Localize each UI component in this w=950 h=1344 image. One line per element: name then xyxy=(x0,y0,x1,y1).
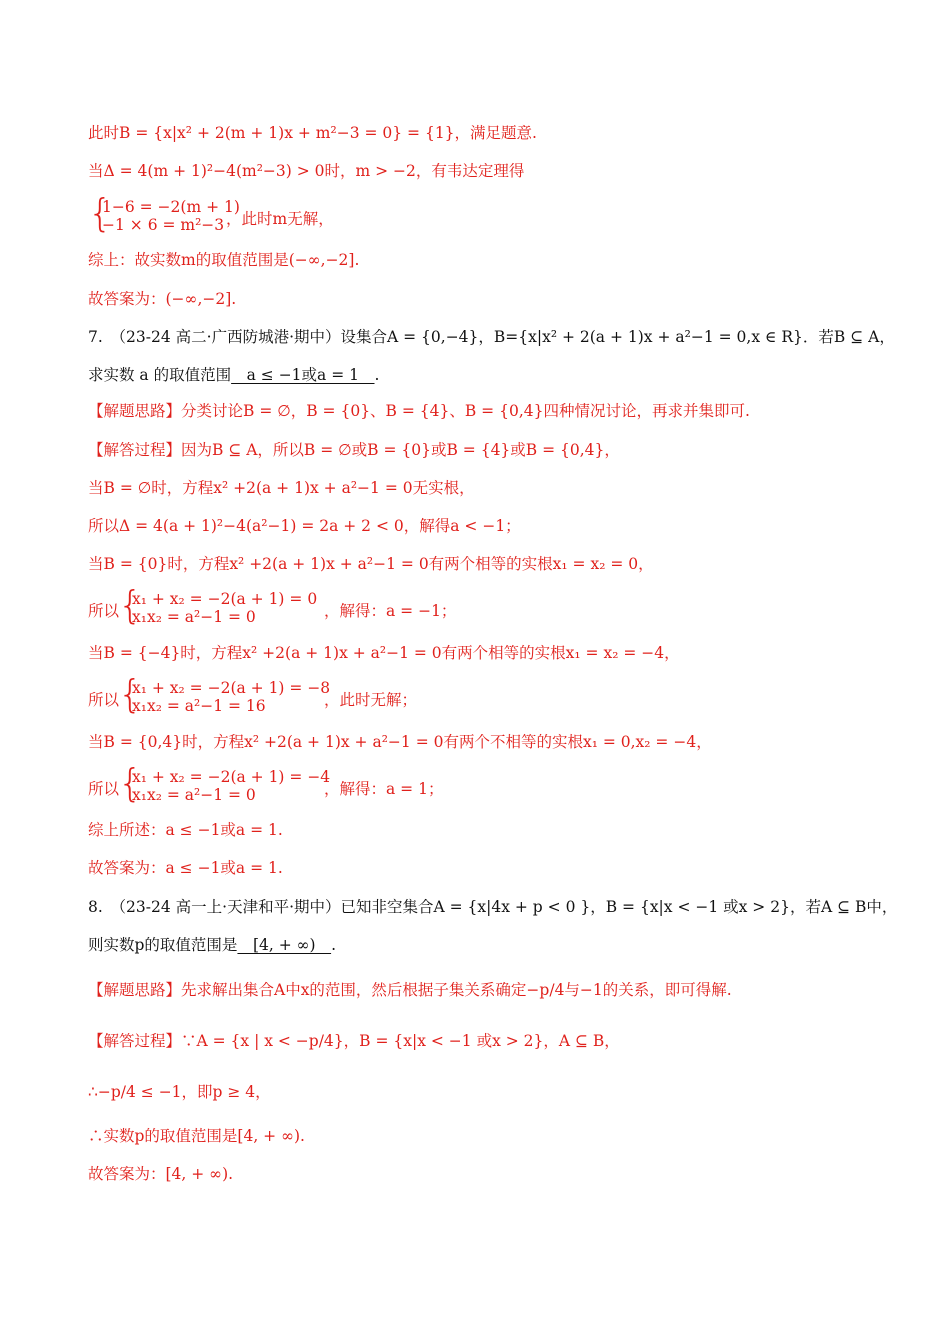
equation-prefix: 所以 xyxy=(88,602,120,620)
text-line: 当B = {0}时，方程x² +2(a + 1)x + a²−1 = 0有两个相等的实根x₁ = x₂ = 0， xyxy=(88,555,654,573)
text-line: ∴实数p的取值范围是[4, + ∞). xyxy=(88,1127,305,1145)
brace-icon: { xyxy=(118,672,143,716)
text-line: 故答案为：[4, + ∞). xyxy=(88,1165,234,1183)
solution-idea: 【解题思路】先求解出集合A中x的范围，然后根据子集关系确定−p/4与−1的关系，即可得解. xyxy=(88,981,732,999)
brace-icon: { xyxy=(118,761,143,805)
brace-icon: { xyxy=(118,583,143,627)
answer-end: . xyxy=(374,366,380,384)
text-line: 当B = ∅时，方程x² +2(a + 1)x + a²−1 = 0无实根， xyxy=(88,479,475,497)
equation-note: ，此时m无解， xyxy=(226,210,334,228)
equation-row: x₁ + x₂ = −2(a + 1) = 0 xyxy=(132,590,318,608)
text-line: 当Δ = 4(m + 1)²−4(m²−3) > 0时，m > −2，有韦达定理得 xyxy=(88,162,525,180)
equation-system xyxy=(88,761,528,808)
answer-blank: a ≤ −1或a = 1 xyxy=(231,366,375,384)
text-line: 故答案为：(−∞,−2]. xyxy=(88,290,237,308)
solution-process: 【解答过程】∵A = {x | x < −p/4}，B = {x|x < −1 或x > 2}，A ⊆ B， xyxy=(88,1032,620,1050)
equation-row: x₁ + x₂ = −2(a + 1) = −4 xyxy=(132,768,331,786)
answer-end: . xyxy=(331,936,337,954)
question-8-answer-line xyxy=(88,934,890,956)
equation-note: ，此时无解； xyxy=(324,691,418,709)
text-line: 综上所述：a ≤ −1或a = 1. xyxy=(88,821,283,839)
text-line: 当B = {0,4}时，方程x² +2(a + 1)x + a²−1 = 0有两个不相等的实根x₁ = 0,x₂ = −4， xyxy=(88,733,712,751)
question-7-stem: 7. （23-24 高二·广西防城港·期中）设集合A = {0,−4}，B={x|x² + 2(a + 1)x + a²−1 = 0,x ∈ R}．若B ⊆ A， xyxy=(88,328,895,346)
equation-system xyxy=(88,672,528,719)
question-8-stem: 8. （23-24 高一上·天津和平·期中）已知非空集合A = {x|4x + p < 0 }，B = {x|x < −1 或x > 2}，若A ⊆ B中， xyxy=(88,898,898,916)
equation-row: x₁ + x₂ = −2(a + 1) = −8 xyxy=(132,679,331,697)
text-line: 故答案为：a ≤ −1或a = 1. xyxy=(88,859,283,877)
answer-prompt: 求实数 a 的取值范围 xyxy=(88,366,232,384)
text-line: 综上：故实数m的取值范围是(−∞,−2]. xyxy=(88,251,360,269)
solution-process: 【解答过程】因为B ⊆ A，所以B = ∅或B = {0}或B = {4}或B = {0,4}， xyxy=(88,441,620,459)
equation-prefix: 所以 xyxy=(88,691,120,709)
equation-prefix: 所以 xyxy=(88,780,120,798)
equation-row: −1 × 6 = m²−3 xyxy=(102,216,225,234)
text-line: 当B = {−4}时，方程x² +2(a + 1)x + a²−1 = 0有两个相等的实根x₁ = x₂ = −4， xyxy=(88,644,680,662)
equation-row: x₁x₂ = a²−1 = 0 xyxy=(132,786,256,804)
equation-row: 1−6 = −2(m + 1) xyxy=(102,198,240,216)
equation-row: x₁x₂ = a²−1 = 16 xyxy=(132,697,266,715)
brace-icon: { xyxy=(88,191,113,235)
text-line: 所以Δ = 4(a + 1)²−4(a²−1) = 2a + 2 < 0，解得a < −1； xyxy=(88,517,521,535)
question-7-answer-line xyxy=(88,364,890,386)
text-line: ∴−p/4 ≤ −1，即p ≥ 4， xyxy=(88,1083,271,1101)
solution-idea: 【解题思路】分类讨论B = ∅，B = {0}、B = {4}、B = {0,4}四种情况讨论，再求并集即可. xyxy=(88,402,750,420)
answer-prompt: 则实数p的取值范围是 xyxy=(88,936,238,954)
equation-note: ，解得：a = −1； xyxy=(324,602,457,620)
equation-row: x₁x₂ = a²−1 = 0 xyxy=(132,608,256,626)
equation-note: ，解得：a = 1； xyxy=(324,780,444,798)
text-line: 此时B = {x|x² + 2(m + 1)x + m²−3 = 0} = {1}，满足题意. xyxy=(88,124,537,142)
equation-system xyxy=(88,583,528,630)
answer-blank: [4, + ∞) xyxy=(237,936,332,954)
equation-system xyxy=(88,191,488,238)
